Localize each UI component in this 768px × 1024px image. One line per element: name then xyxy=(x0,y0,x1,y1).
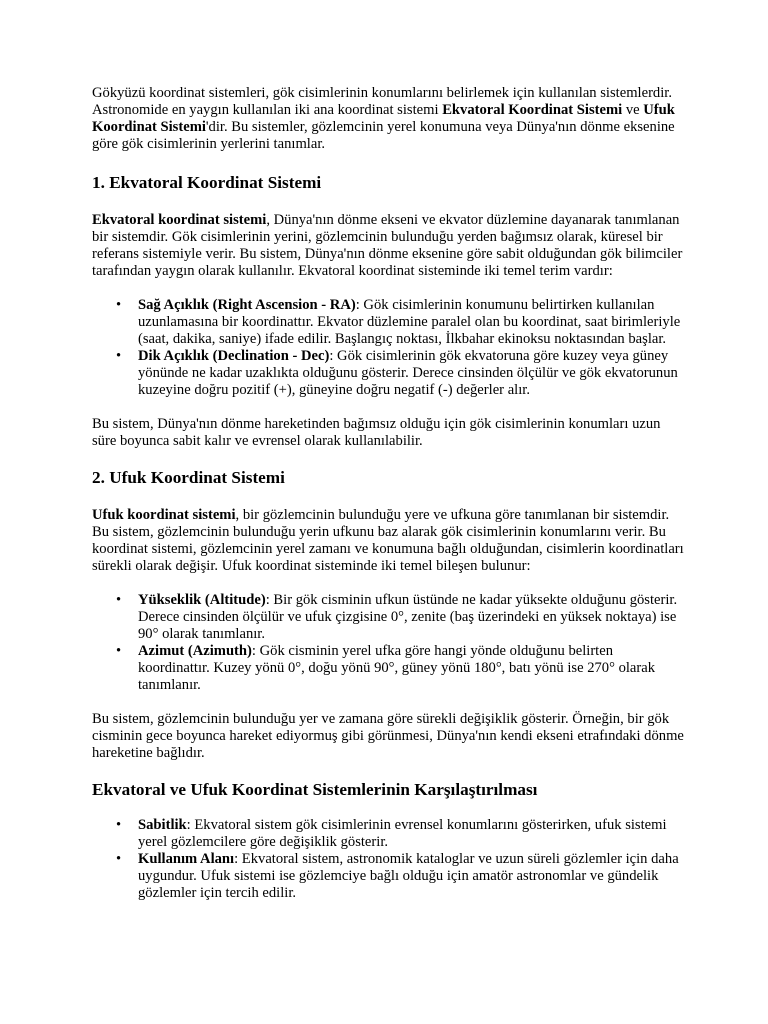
bullet-icon: • xyxy=(116,851,122,867)
intro-text: Gökyüzü koordinat sistemleri, gök cisimlerinin konumlarını belirlemek için kullanılan sistemlerdir. Astronomide en yaygın kullanılan iki ana koordinat sistemi xyxy=(92,85,672,118)
list-item xyxy=(116,817,684,851)
list-item xyxy=(116,297,684,348)
section3-heading: Ekvatoral ve Ufuk Koordinat Sistemlerinin Karşılaştırılması xyxy=(92,780,538,799)
list-item-term: Sağ Açıklık (Right Ascension - RA) xyxy=(138,297,356,313)
section1-heading: 1. Ekvatoral Koordinat Sistemi xyxy=(92,173,322,192)
section1-paragraph xyxy=(92,212,684,280)
section1-para-text: , Dünya'nın dönme ekseni ve ekvator düzlemine dayanarak tanımlanan bir sistemdir. Gök cisimlerinin yerini, gözlemcinin bulunduğu yerden bağımsız olarak, küresel bir referans sistemiyle verir. Bu sistem, Dünya'nın dönme eksenine göre sabit olduğundan gök bilimciler tarafından yaygın olarak kullanılır. Ekvatoral koordinat sisteminde iki temel terim vardır: xyxy=(92,212,683,279)
bullet-icon: • xyxy=(116,817,122,833)
document-page xyxy=(92,85,684,902)
intro-text-end: 'dir. Bu sistemler, gözlemcinin yerel konumuna veya Dünya'nın dönme eksenine göre gök cisimlerinin yerlerini tanımlar. xyxy=(92,119,675,152)
section2-list xyxy=(92,592,684,694)
list-item-text: : Gök cisimlerinin konumunu belirtirken kullanılan uzunlamasına bir koordinattır. Ekvator düzlemine paralel olan bu koordinat, saat birimleriyle (saat, dakika, saniye) ifade edilir. Başlangıç noktası, İlkbahar ekinoksu noktasından başlar. xyxy=(138,297,681,347)
section3-list xyxy=(92,817,684,902)
section2-paragraph xyxy=(92,507,684,575)
list-item xyxy=(116,643,684,694)
list-item xyxy=(116,851,684,902)
list-item-term: Yükseklik (Altitude) xyxy=(138,592,266,608)
list-item-text: : Bir gök cisminin ufkun üstünde ne kadar yüksekte olduğunu gösterir. Derece cinsinden ölçülür ve ufuk çizgisine 0°, zenite (baş üzerindeki en yüksek noktaya) ise 90° olarak tanımlanır. xyxy=(138,592,678,642)
section1-closing: Bu sistem, Dünya'nın dönme hareketinden bağımsız olduğu için gök cisimlerinin konumları uzun süre boyunca sabit kalır ve evrensel olarak kullanılabilir. xyxy=(92,416,661,449)
section2-heading: 2. Ufuk Koordinat Sistemi xyxy=(92,468,285,487)
list-item-text: : Ekvatoral sistem gök cisimlerinin evrensel konumlarını gösterirken, ufuk sistemi yerel gözlemcilere göre değişiklik gösterir. xyxy=(138,817,667,850)
section2-closing: Bu sistem, gözlemcinin bulunduğu yer ve zamana göre sürekli değişiklik gösterir. Örneğin, bir gök cisminin gece boyunca hareket ediyormuş gibi görünmesi, Dünya'nın kendi ekseni etrafındaki dönme hareketine bağlıdır. xyxy=(92,711,684,761)
intro-bold-equatorial: Ekvatoral Koordinat Sistemi xyxy=(442,102,623,118)
list-item-term: Kullanım Alanı xyxy=(138,851,235,867)
section2-para-text: , bir gözlemcinin bulunduğu yere ve ufkuna göre tanımlanan bir sistemdir. Bu sistem, gözlemcinin bulunduğu yerin ufkunu baz alarak gök cisimlerinin konumlarını verir. Bu koordinat sistemi, gözlemcinin yerel zamanı ve konumuna bağlı olduğundan, cisimlerin koordinatları sürekli olarak değişir. Ufuk koordinat sisteminde iki temel bileşen bulunur: xyxy=(92,507,684,574)
list-item-text: : Gök cisminin yerel ufka göre hangi yönde olduğunu belirten koordinattır. Kuzey yönü 0°, doğu yönü 90°, güney yönü 180°, batı yönü ise 270° olarak tanımlanır. xyxy=(138,643,656,693)
bullet-icon: • xyxy=(116,592,122,608)
bullet-icon: • xyxy=(116,643,122,659)
list-item-term: Sabitlik xyxy=(138,817,187,833)
list-item-text: : Gök cisimlerinin gök ekvatoruna göre kuzey veya güney yönünde ne kadar uzaklıkta olduğunu gösterir. Derece cinsinden ölçülür ve gök ekvatorunun kuzeyine doğru pozitif (+), güneyine doğru negatif (-) değerler alır. xyxy=(138,348,678,398)
section1-list xyxy=(92,297,684,399)
bullet-icon: • xyxy=(116,297,122,313)
section2-para-bold: Ufuk koordinat sistemi xyxy=(92,507,236,523)
intro-paragraph xyxy=(92,85,684,153)
intro-text-and: ve xyxy=(622,102,644,118)
list-item-term: Azimut (Azimuth) xyxy=(138,643,252,659)
section1-para-bold: Ekvatoral koordinat sistemi xyxy=(92,212,267,228)
list-item-term: Dik Açıklık (Declination - Dec) xyxy=(138,348,330,364)
list-item-text: : Ekvatoral sistem, astronomik kataloglar ve uzun süreli gözlemler için daha uygundur. Ufuk sistemi ise gözlemciye bağlı olduğu için amatör astronomlar ve gündelik gözlemler için tercih edilir. xyxy=(138,851,679,901)
list-item xyxy=(116,592,684,643)
bullet-icon: • xyxy=(116,348,122,364)
intro-bold-horizon: Ufuk Koordinat Sistemi xyxy=(92,102,675,135)
list-item xyxy=(116,348,684,399)
